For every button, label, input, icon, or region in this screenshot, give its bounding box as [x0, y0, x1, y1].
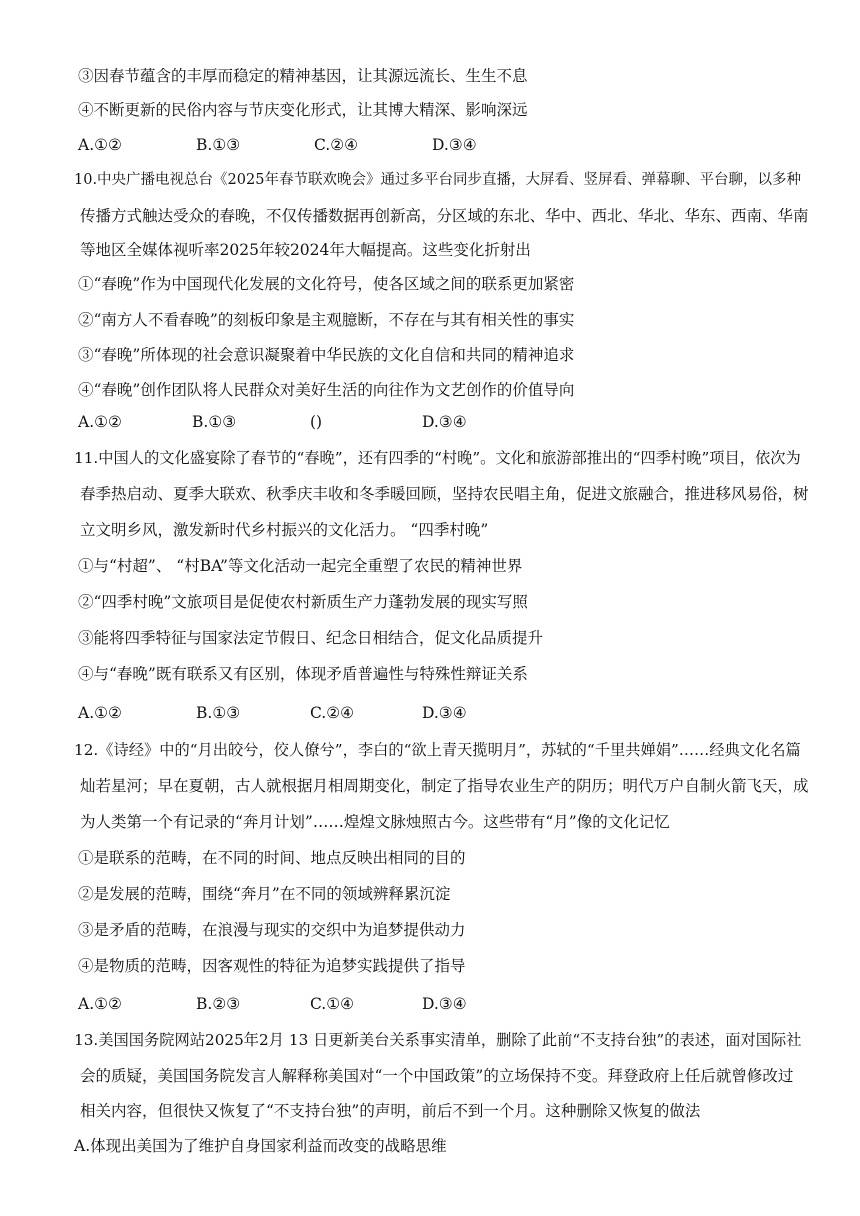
q9-option-a[interactable]: A.①② — [78, 136, 122, 154]
q10-stem-line-1: 10.中央广播电视总台《2025年春节联欢晚会》通过多平台同步直播，大屏看、竖屏看、弹幕聊、平台聊，以多种 — [74, 172, 801, 188]
q11-item-2: ②“四季村晚”文旅项目是促使农村新质生产力蓬勃发展的现实写照 — [78, 593, 528, 611]
q12-option-b[interactable]: B.②③ — [196, 995, 241, 1013]
q9-option-d[interactable]: D.③④ — [432, 136, 477, 154]
q9-item-3: ③因春节蕴含的丰厚而稳定的精神基因，让其源远流长、生生不息 — [78, 67, 528, 85]
q10-item-1: ①“春晚”作为中国现代化发展的文化符号，使各区域之间的联系更加紧密 — [78, 275, 575, 293]
q11-stem-line-3: 立文明乡风，激发新时代乡村振兴的文化活力。 “四季村晚” — [80, 521, 489, 539]
q10-stem-line-3: 等地区全媒体视听率2025年较2024年大幅提高。这些变化折射出 — [80, 241, 531, 259]
q13-option-a[interactable]: A.体现出美国为了维护自身国家利益而改变的战略思维 — [74, 1137, 447, 1155]
q12-option-c[interactable]: C.①④ — [310, 995, 355, 1013]
q11-option-a[interactable]: A.①② — [78, 704, 122, 722]
q11-item-1: ①与“村超”、 “村BA”等文化活动一起完全重塑了农民的精神世界 — [78, 557, 523, 575]
q12-stem-line-2: 灿若星河；早在夏朝，古人就根据月相周期变化，制定了指导农业生产的阴历；明代万户自制火箭飞天，成 — [80, 777, 809, 795]
q11-option-d[interactable]: D.③④ — [422, 704, 467, 722]
q9-option-c[interactable]: C.②④ — [314, 136, 359, 154]
q10-item-3: ③“春晚”所体现的社会意识凝聚着中华民族的文化自信和共同的精神追求 — [78, 346, 575, 364]
q13-stem-line-2: 会的质疑，美国国务院发言人解释称美国对“一个中国政策”的立场保持不变。拜登政府上任后就曾修改过 — [80, 1067, 794, 1085]
q11-option-b[interactable]: B.①③ — [196, 704, 241, 722]
q13-stem-line-1: 13.美国国务院网站2025年2月 13 日更新美台关系事实清单，删除了此前“不支持台独”的表述，面对国际社 — [74, 1031, 802, 1049]
q12-item-1: ①是联系的范畴，在不同的时间、地点反映出相同的目的 — [78, 849, 466, 867]
q12-option-d[interactable]: D.③④ — [422, 995, 467, 1013]
q11-item-4: ④与“春晚”既有联系又有区别，体现矛盾普遍性与特殊性辩证关系 — [78, 665, 528, 683]
q10-option-b[interactable]: B.①③ — [192, 413, 237, 431]
q10-option-d[interactable]: D.③④ — [422, 413, 467, 431]
q10-option-c[interactable]: () — [310, 413, 323, 431]
q12-item-4: ④是物质的范畴，因客观性的特征为追梦实践提供了指导 — [78, 957, 466, 975]
q13-stem-line-3: 相关内容，但很快又恢复了“不支持台独”的声明，前后不到一个月。这种删除又恢复的做法 — [80, 1102, 701, 1120]
q11-option-c[interactable]: C.②④ — [310, 704, 355, 722]
q10-option-a[interactable]: A.①② — [78, 413, 122, 431]
q11-item-3: ③能将四季特征与国家法定节假日、纪念日相结合，促文化品质提升 — [78, 629, 544, 647]
q10-stem-line-2: 传播方式触达受众的春晚，不仅传播数据再创新高，分区域的东北、华中、西北、华北、华东、西南、华南 — [80, 207, 809, 225]
q10-item-4: ④“春晚”创作团队将人民群众对美好生活的向往作为文艺创作的价值导向 — [78, 381, 575, 399]
q10-item-2: ②“南方人不看春晚”的刻板印象是主观臆断，不存在与其有相关性的事实 — [78, 311, 575, 329]
q12-item-2: ②是发展的范畴，围绕“奔月”在不同的领域辨释累沉淀 — [78, 885, 451, 903]
q11-stem-line-1: 11.中国人的文化盛宴除了春节的“春晚”，还有四季的“村晚”。文化和旅游部推出的“四季村晚”项目，依次为 — [74, 449, 801, 467]
q11-stem-line-2: 春季热启动、夏季大联欢、秋季庆丰收和冬季暖回顾，坚持农民唱主角，促进文旅融合，推进移风易俗，树 — [80, 485, 809, 503]
q12-item-3: ③是矛盾的范畴，在浪漫与现实的交织中为追梦提供动力 — [78, 921, 466, 939]
q9-item-4: ④不断更新的民俗内容与节庆变化形式，让其博大精深、影响深远 — [78, 101, 528, 119]
q9-option-b[interactable]: B.①③ — [196, 136, 241, 154]
q12-option-a[interactable]: A.①② — [78, 995, 122, 1013]
q12-stem-line-3: 为人类第一个有记录的“奔月计划”……煌煌文脉烛照古今。这些带有“月”像的文化记忆 — [80, 813, 670, 831]
q12-stem-line-1: 12.《诗经》中的“月出皎兮，佼人僚兮”，李白的“欲上青天揽明月”，苏轼的“千里共婵娟”……经典文化名篇 — [74, 741, 801, 759]
